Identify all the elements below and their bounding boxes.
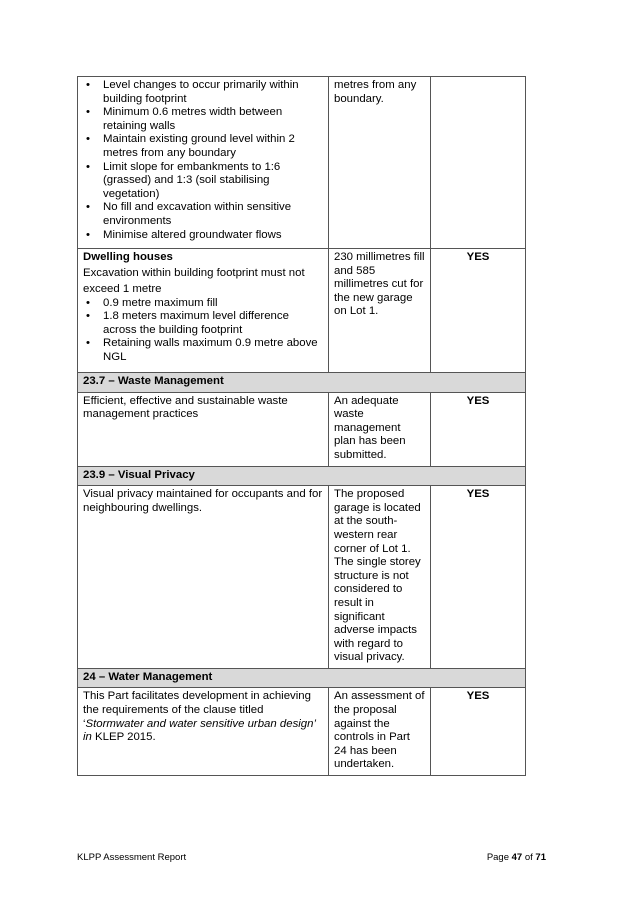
- requirement-text-end: KLEP 2015.: [91, 731, 156, 744]
- requirement-cell: Visual privacy maintained for occupants and for neighbouring dwellings.: [78, 486, 329, 669]
- compliance-cell: [431, 77, 526, 249]
- section-title: 23.9 – Visual Privacy: [78, 466, 526, 486]
- section-title: 24 – Water Management: [78, 668, 526, 688]
- section-header-row: [78, 373, 526, 393]
- table-row: [78, 688, 526, 776]
- comment-cell: An assessment of the proposal against the controls in Part 24 has been undertaken.: [329, 688, 431, 776]
- requirement-intro: Excavation within building footprint must not exceed 1 metre: [83, 266, 305, 295]
- page-total: 71: [535, 852, 546, 863]
- comment-cell: An adequate waste management plan has been submitted.: [329, 392, 431, 466]
- comment-cell: metres from any boundary.: [329, 77, 431, 249]
- comment-cell: 230 millimetres fill and 585 millimetres cut for the new garage on Lot 1.: [329, 249, 431, 373]
- footer-page-number: [487, 852, 546, 863]
- requirement-list: [83, 79, 323, 242]
- compliance-cell: YES: [431, 688, 526, 776]
- section-header-row: [78, 466, 526, 486]
- comment-cell: The proposed garage is located at the south-western rear corner of Lot 1. The single storey structure is not considered to result in significant adverse impacts with regard to visual privacy.: [329, 486, 431, 669]
- requirement-cell: [78, 688, 329, 776]
- assessment-table: [77, 76, 526, 776]
- footer-report-title: KLPP Assessment Report: [77, 852, 187, 863]
- list-item: • Minimum 0.6 metres width between retaining walls: [83, 106, 323, 133]
- requirement-cell: Efficient, effective and sustainable waste management practices: [78, 392, 329, 466]
- list-item: • Minimise altered groundwater flows: [83, 229, 323, 243]
- table-row: [78, 249, 526, 373]
- list-item: • Retaining walls maximum 0.9 metre above NGL: [83, 337, 323, 364]
- list-item: • No fill and excavation within sensitive environments: [83, 201, 323, 228]
- compliance-cell: YES: [431, 392, 526, 466]
- table-row: [78, 77, 526, 249]
- section-header-row: [78, 668, 526, 688]
- requirement-text: This Part facilitates development in achieving the requirements of the clause titled ‘: [83, 690, 311, 730]
- list-item: • 1.8 meters maximum level difference across the building footprint: [83, 310, 323, 337]
- page-current: 47: [511, 852, 523, 863]
- requirement-list: [83, 297, 323, 365]
- requirement-cell: [78, 249, 329, 373]
- requirement-heading: Dwelling houses: [83, 251, 173, 263]
- table-row: [78, 486, 526, 669]
- page-label: Page: [486, 852, 512, 863]
- clause-title: Stormwater and water sensitive urban design’ in: [83, 717, 316, 744]
- requirement-cell: [78, 77, 329, 249]
- list-item: • 0.9 metre maximum fill: [83, 297, 323, 311]
- table-row: [78, 392, 526, 466]
- list-item: • Limit slope for embankments to 1:6 (grassed) and 1:3 (soil stabilising vegetation): [83, 161, 323, 202]
- compliance-cell: YES: [431, 249, 526, 373]
- list-item: • Level changes to occur primarily within building footprint: [83, 79, 323, 106]
- section-title: 23.7 – Waste Management: [78, 373, 526, 393]
- compliance-cell: YES: [431, 486, 526, 669]
- page-of: of: [522, 852, 536, 863]
- list-item: • Maintain existing ground level within 2 metres from any boundary: [83, 133, 323, 160]
